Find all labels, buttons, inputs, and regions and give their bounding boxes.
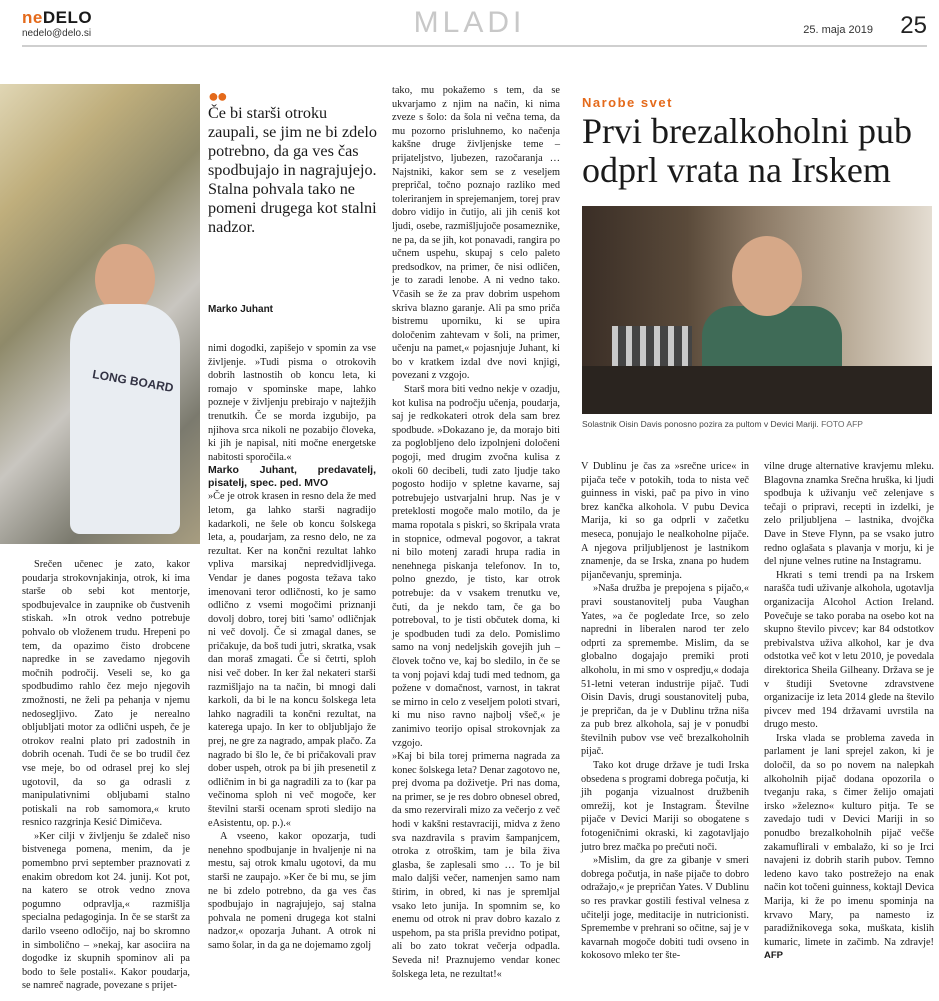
speaker-subhead: Marko Juhant, predavatelj, pisatelj, spec. ped. MVO xyxy=(208,464,376,490)
paragraph: A vseeno, kakor opozarja, tudi nenehno spodbujanje in hvaljenje ni na mestu, saj otrok kmalu ugotovi, da mu starši ne zaupajo. »Ker če bi mu, se jim ne bi zdelo potrebno, da ga ves čas spodbujajo in nagrajujejo, saj stalna pohvala ne pomeni drugega kot stalni nadzor,« opozarja Juhant. A otrok ni samo šolar, in da ga ne dojemamo zgolj xyxy=(208,831,376,951)
quote-author: Marko Juhant xyxy=(208,304,274,315)
photo-bar-counter xyxy=(582,366,932,414)
paragraph: Starš mora biti vedno nekje v ozadju, kot kulisa na področju učenja, poudarja, saj je redkokateri otrok dela sam brez spodbude. »Dokazano je, da morajo biti za poglobljeno delo izpolnjeni določeni pogoji, med drugim zvočna kulisa z okoli 60 decibeli, tudi zato ljudje tako pogosto hodijo v spletne kavarne, saj potrebujejo ustvarjalni hrup. Nas je v preteklosti mogoče malo motilo, da je mama ropotala s piskri, so škripala vrata in stopnice, odmeval pogovor, a takrat ni bilo motenj zaradi hrupa radia in nenehnega piskanja telefonov. In to, polno gnezdo, je tisto, kar otrok potrebuje: da v vsakem trenutku ve, čuti, da je nekdo tam, če ga bo potreboval, to je tisti občutek doma, ki je spodbuden tudi za delo. Pomislimo samo na vonj nedeljskih govejih juh – človek točno ve, kaj bo sledilo, in če se ta vonj pojavi kdaj tudi med tednom, ga požene v domačnost, varnost, in takrat se mirno in celo z veseljem poloti stvari, ki mu niso ravno najbolj všeč,« je zanimivo teorijo opisal strokovnjak za vzgojo. xyxy=(392,384,560,749)
children-photo xyxy=(0,84,200,544)
paragraph: Tako kot druge države je tudi Irska obsedena s programi dobrega počutja, ki jih poganja vizualnost družbenih omrežij, kot je Instagram. Številne pijače v Devici Mariji so obogatene s fotogeničnimi okraski, ki zagotavljajo jutro brez mačka po prečuti noči. xyxy=(581,760,749,853)
pull-quote: Če bi starši otroku zaupali, se jim ne bi zdelo potrebno, da ga ves čas spodbujajo in nagrajujejo. Stalna pohvala tako ne pomeni drugega kot stalni nadzor. xyxy=(208,104,378,236)
photo-man-face xyxy=(732,236,802,316)
caption-credit: FOTO AFP xyxy=(821,419,863,429)
pub-photo xyxy=(582,206,932,414)
sidebar-kicker: Narobe svet xyxy=(582,95,673,110)
header-rule xyxy=(22,45,927,47)
paragraph: »Ker cilji v življenju še zdaleč niso bistvenega pomena, menim, da je pomembno prvi september praznovati z enakim obredom kot 24. junij. Kot pot, na katero se otrok vedno znova pogumno odpravlja,« razmišlja specialna pedagoginja. In če se staršt za darilo vseeno odločijo, naj bo skromno in simbolično – »nekaj, kar asociira na dogodke iz skupnih spominov ali pa bodo to šele postali«. Kakor poudarja, se namreč nagrade, povezane s prijet- xyxy=(22,830,190,992)
paragraph: »Kaj bi bila torej primerna nagrada za konec šolskega leta? Denar zagotovo ne, prej dvoma pa doživetje. Pri nas doma, na primer, se je res dobro obnesel obred, da smo rezervirali mizo za večerjo z več hodi v kakšni restavraciji, midva z ženo sva nazdravila s pravim šampanjcem, otroka z otroškim, tam je bila živa glasba, še zaplesali smo … To je bil malo daljši večer, namenjen samo nam štirim, in obred, ki nas je spremljal vsako leto junija. In spomnim se, ko enemu od otrok ni prav dobro kazalo z uspehom, pa sta prišla previdno potipat, ali bo zato tokrat večerja odpadla. Seveda ni! Praznujemo vendar konec šolskega leta, ne rezultat!« xyxy=(392,751,560,980)
article-column-2 xyxy=(208,342,376,953)
quote-icon: ●● xyxy=(208,86,226,106)
logo-prefix: ne xyxy=(22,8,43,27)
paragraph: V Dublinu je čas za »srečne urice« in pijača teče v potokih, toda to nista več guinness in viski, pač pa pivo in vino brez kančka alkohola. V pubu Devica Marija, ki so ga odprli v začetku meseca, ponujajo le nealkoholne pijače. A njegova priljubljenost je lastnikom znamenje, da se Irska, znana po hudem pijančevanju, spreminja. xyxy=(581,461,749,581)
paragraph: vilne druge alternative kravjemu mleku. Blagovna znamka Srečna hruška, ki ljudi spodbuja k uživanju več zelenjave s tečaji o pripravi, recepti in izdelki, je zelo priljubljena – lastnika, dvojčka Dave in Steve Flynn, pa se vsako jutro redno oglašata s plavanja v morju, ki je del njune velnes rutine na Instagramu. xyxy=(764,461,934,568)
sidebar-column-2 xyxy=(764,460,934,963)
article-column-3 xyxy=(392,84,560,981)
paragraph xyxy=(764,732,934,963)
sidebar-column-1 xyxy=(581,460,749,963)
section-title: MLADI xyxy=(413,6,526,39)
photo-caption xyxy=(582,419,932,429)
paragraph: Srečen učenec je zato, kakor poudarja strokovnjakinja, otrok, ki ima starše ob sebi kot mentorje, spodbujevalce in zaupnike ob čustvenih stiskah. »In otrok vedno potrebuje pohvalo ob vloženem trudu. Hrepeni po tem, da opazimo čisto drobcene napredke in se zavedamo njegovih močnih področij. Veseli se, ko ga spodbudimo rahlo čez mejo njegovih zmožnosti, ne želi pa pehanja v njemu nedosegljivo. Zato je nerealno obljubljati motor za odlični uspeh, če je otrokov realni plato pri zadostnih in dobrih ocenah. Tudi če se bo trudil čez vse meje, bo od odrasel prej ko slej ugotovil, da so ga odrasli z manipulativnimi obljubami stalno potiskali na rob samomora,« kruto resnico razgrinja Kesić Dimičeva. xyxy=(22,559,190,829)
article-column-1 xyxy=(22,558,190,993)
sidebar-headline: Prvi brezalkoholni pub odprl vrata na Irskem xyxy=(582,111,912,190)
issue-date: 25. maja 2019 xyxy=(803,24,873,36)
paragraph: »Če je otrok krasen in resno dela že med letom, ga lahko starši nagradijo kadarkoli, ne šele ob koncu šolskega leta, a, poudarjam, za resno delo, ne za rezultat. Ker na končni rezultat lahko vpliva marsikaj nepredvidljivega. Vendar je danes pogosta težava tako imenovani teror odličnosti, ko je samo odlično z vsemi mogočimi priznanji dovolj dobro, torej biti 'samo' odličnjak ni več dovolj. Če si zmagal danes, se pričakuje, da boš tudi jutri, skratka, vsak dan moraš zmagati. Če si četrti, sploh nisi več dober. In ker žal nekateri starši razmišljajo na ta način, bi mnogi dali karkoli, da bi le na koncu šolskega leta lahko nagradili ta končni rezultat, na katerega upajo. In ker to obljubljajo že prej, ne gre za nagrado, ampak plačo. Za nagrado bi šlo le, če bi pričakovali prav dober uspeh, otrok pa bi jih presenetil z odličnim in bi ga nagradili za to (kar pa večinoma sploh ni več mogoče, ker številni starši ocenam sproti sledijo na eAsistentu, op. p.).« xyxy=(208,491,376,829)
photo-child xyxy=(70,304,180,534)
shirt-text: LONG BOARD xyxy=(91,366,175,396)
paragraph: »Naša družba je prepojena s pijačo,« pravi soustanovitelj puba Vaughan Yates, »a če pogledate Irce, so zelo napredni in liberalen narod ter zelo odprti za spremembe. Mislim, da se globalno dogajajo premiki proti alkoholu, in mi smo v ospredju,« dodaja 51-letni veteran industrije pijač. Tudi Oisin Davis, drugi soustanovitelj puba, je prepričan, da je v Dublinu tržna niša za pub brez alkohola, saj je v ponudbi številnih pubov vse več brezalkoholnih pijač. xyxy=(581,583,749,758)
paragraph: »Mislim, da gre za gibanje v smeri dobrega počutja, in naše pijače to dobro odražajo,« je prepričan Yates. V Dublinu so res pravkar gostili festival velnesa z učitelji joge, meditacije in nutricionisti. Spremembe v prehrani so očitne, saj je v kavarnah mogoče dobiti tudi ovseno in kokosovo mleko ter šte- xyxy=(581,855,749,962)
page-number: 25 xyxy=(900,12,927,39)
paragraph: Hkrati s temi trendi pa na Irskem narašča tudi uživanje alkohola, ugotavlja organizacija Alcohol Action Ireland. Povečuje se tako poraba na osebo kot na skupno število pivcev; kar 84 odstotkov prebivalstva uživa alkohol, kar je dva odstotka več kot v letu 2010, je povedala direktorica Sheila Gilheany. Država se je v študiji Svetovne zdravstvene organizacije iz leta 2014 glede na število pivcev med 194 državami uvrstila na drugo mesto. xyxy=(764,569,934,731)
caption-text: Solastnik Oisin Davis ponosno pozira za pultom v Devici Mariji. xyxy=(582,419,819,429)
article-credit: AFP xyxy=(764,950,783,962)
beer-taps xyxy=(612,326,692,366)
logo-name: DELO xyxy=(42,8,93,27)
paragraph: nimi dogodki, zapišejo v spomin za vse življenje. »Tudi pisma o otrokovih dobrih lastnostih ob koncu leta, ki romajo v spominske mape, lahko pozneje v življenju prebirajo v najtežjih trenutkih. Če se morda izgubijo, pa njihova srca nikoli ne pozabijo človeka, ki jih je napisal, niti močne energetske nabitosti sporočila.« xyxy=(208,343,376,463)
paragraph-text: Irska vlada se problema zaveda in parlament je lani sprejel zakon, ki je določil, da so po novem na nalepkah alkoholnih pijač dodana opozorila o tveganju raka, s čimer želijo omajati irsko »železno« kulturo pitja. Te se zavedajo tudi v Devici Mariji in so ponudbo brezalkoholnih pijač večše zakamuflirali v embalažo, ki so je Irci navajeni iz dobrih starih pubov. Temno ledeno kavo tako postrežejo na enak način kot točeni guinness, koktajl Devica Marija, ki že po imenu spominja na krvavo Mary, pa namesto iz paradižnikovega soka, muškata, kislih kumaric, limete in začimb. Na zdravje! xyxy=(764,732,934,948)
contact-email: nedelo@delo.si xyxy=(22,28,92,39)
paragraph: tako, mu pokažemo s tem, da se ukvarjamo z njim na način, ki nima zveze s šolo: da šola ni večna tema, da mu pozorno prisluhnemo, ko načenja kakšne druge življenjske teme – prijateljstvo, ljubezen, razočaranja … Najstniki, kakor sem se z veseljem prepričal, točno poznajo razliko med toleriranjem in sprejemanjem, torej prav dobro vidijo in čutijo, ali jih ceniš kot ljudi, osebe, razmišljujoče posameznike, ne pa, da se jih, kot ponavadi, rangira po učnem uspehu, skupaj s celo paleto predsodkov, na primer, če nisi odličen, je to zaradi lenobe. A ni vedno tako. Včasih se že za prav dobrim uspehom skriva blazno garanje. Ali pa smo priča bistremu uporniku, ki se upira določenim zahtevam v šoli, na primer, učenju na pamet,« pojasnjuje Juhant, ki bo v kratkem izdal dve novi knjigi, povezani z vzgojo. xyxy=(392,85,560,382)
